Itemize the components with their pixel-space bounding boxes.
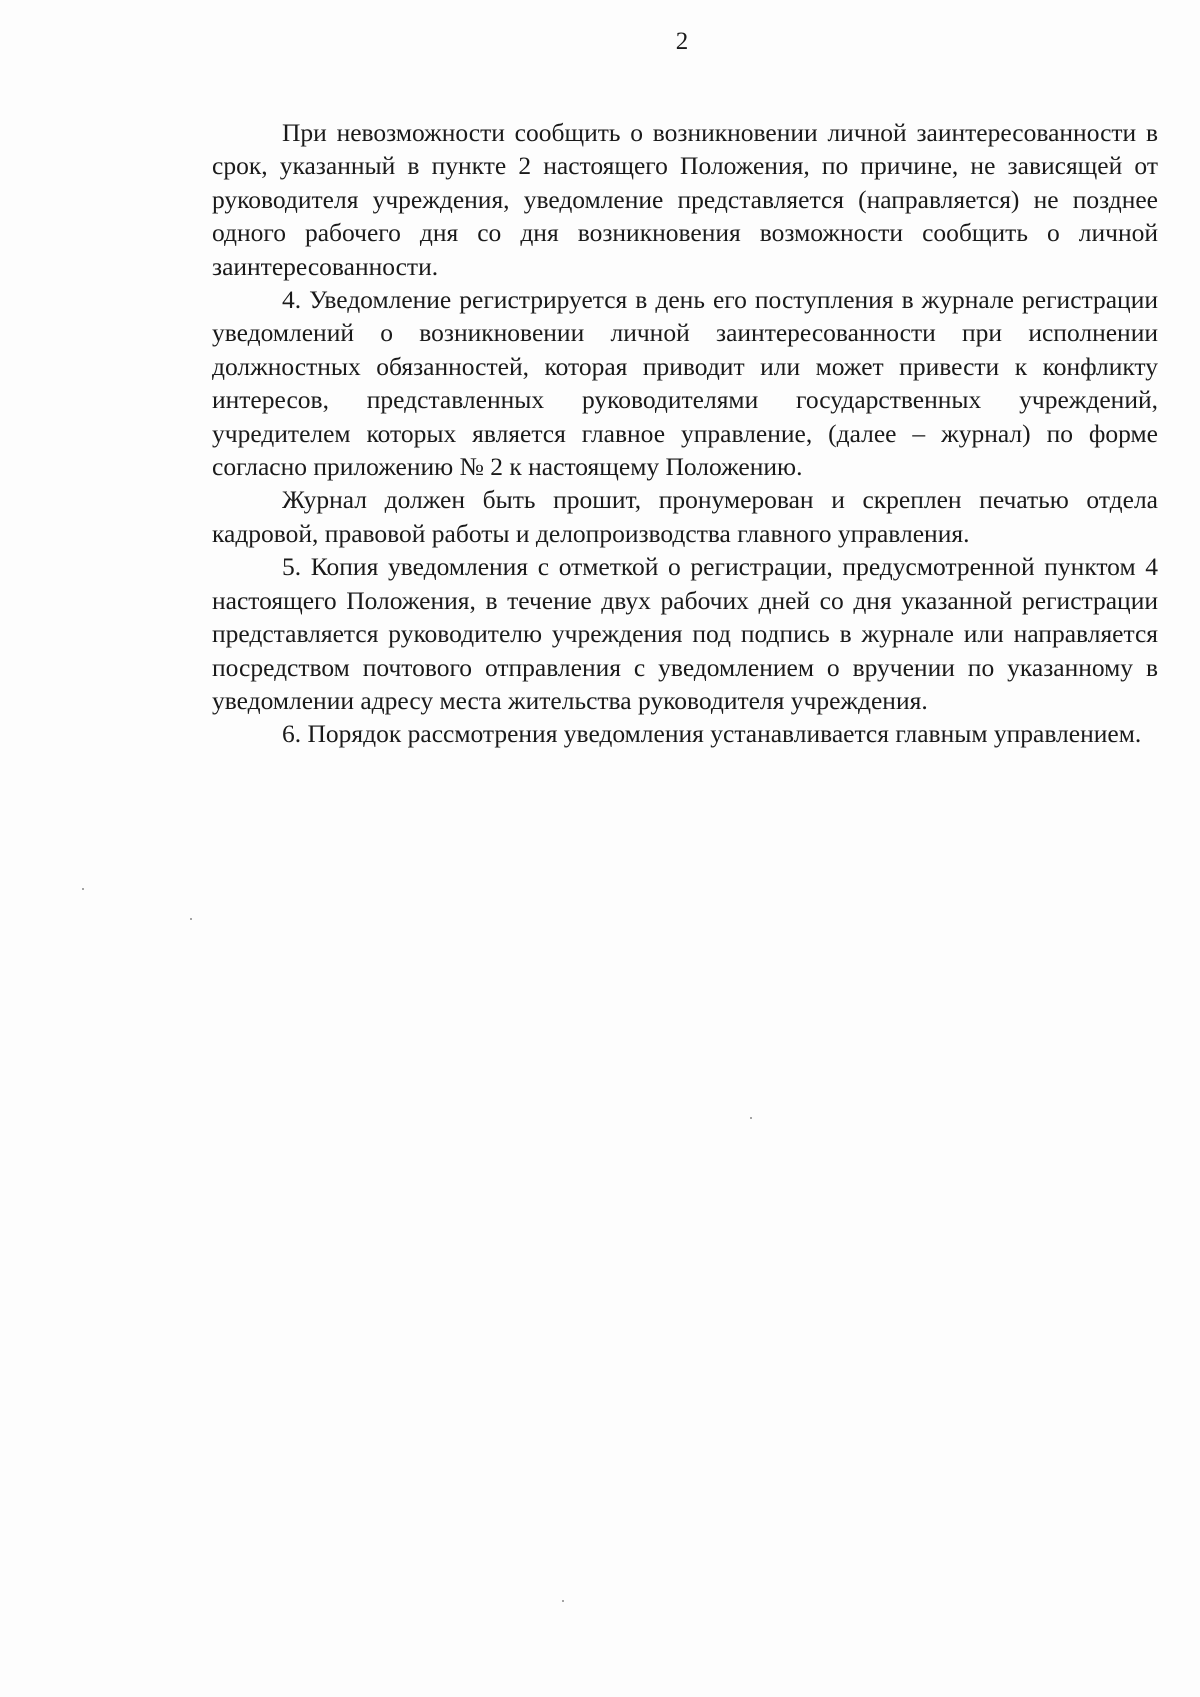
scan-speck [562, 1600, 564, 1602]
scan-speck [750, 1117, 752, 1119]
paragraph-deadline-impossible: При невозможности сообщить о возникновении личной заинтересованности в срок, указанный в пункте 2 настоящего Положения, по причине, не зависящей от руководителя учреждения, уведомление представляется (направляется) не позднее одного рабочего дня со дня возникновения возможности сообщить о личной заинтересованности. [212, 118, 1158, 281]
scan-speck [190, 918, 192, 920]
paragraph-journal-binding: Журнал должен быть прошит, пронумерован и скреплен печатью отдела кадровой, правовой работы и делопроизводства главного управления. [212, 485, 1158, 548]
scan-speck [82, 888, 84, 890]
paragraph-item-6-procedure: 6. Порядок рассмотрения уведомления устанавливается главным управлением. [282, 719, 1142, 749]
paragraph-item-4-registration: 4. Уведомление регистрируется в день его поступления в журнале регистрации уведомлений о возникновении личной заинтересованности при исполнении должностных обязанностей, которая приводит или может привести к конфликту интересов, представленных руководителями государственных учреждений, учредителем которых является главное управление, (далее – журнал) по форме согласно приложению № 2 к настоящему Положению. [212, 285, 1158, 482]
page-number: 2 [675, 28, 689, 55]
document-body [212, 116, 1158, 751]
paragraph-item-5-copy: 5. Копия уведомления с отметкой о регистрации, предусмотренной пунктом 4 настоящего Положения, в течение двух рабочих дней со дня указанной регистрации представляется руководителю учреждения под подпись в журнале или направляется посредством почтового отправления с уведомлением о вручении по указанному в уведомлении адресу места жительства руководителя учреждения. [212, 552, 1158, 715]
